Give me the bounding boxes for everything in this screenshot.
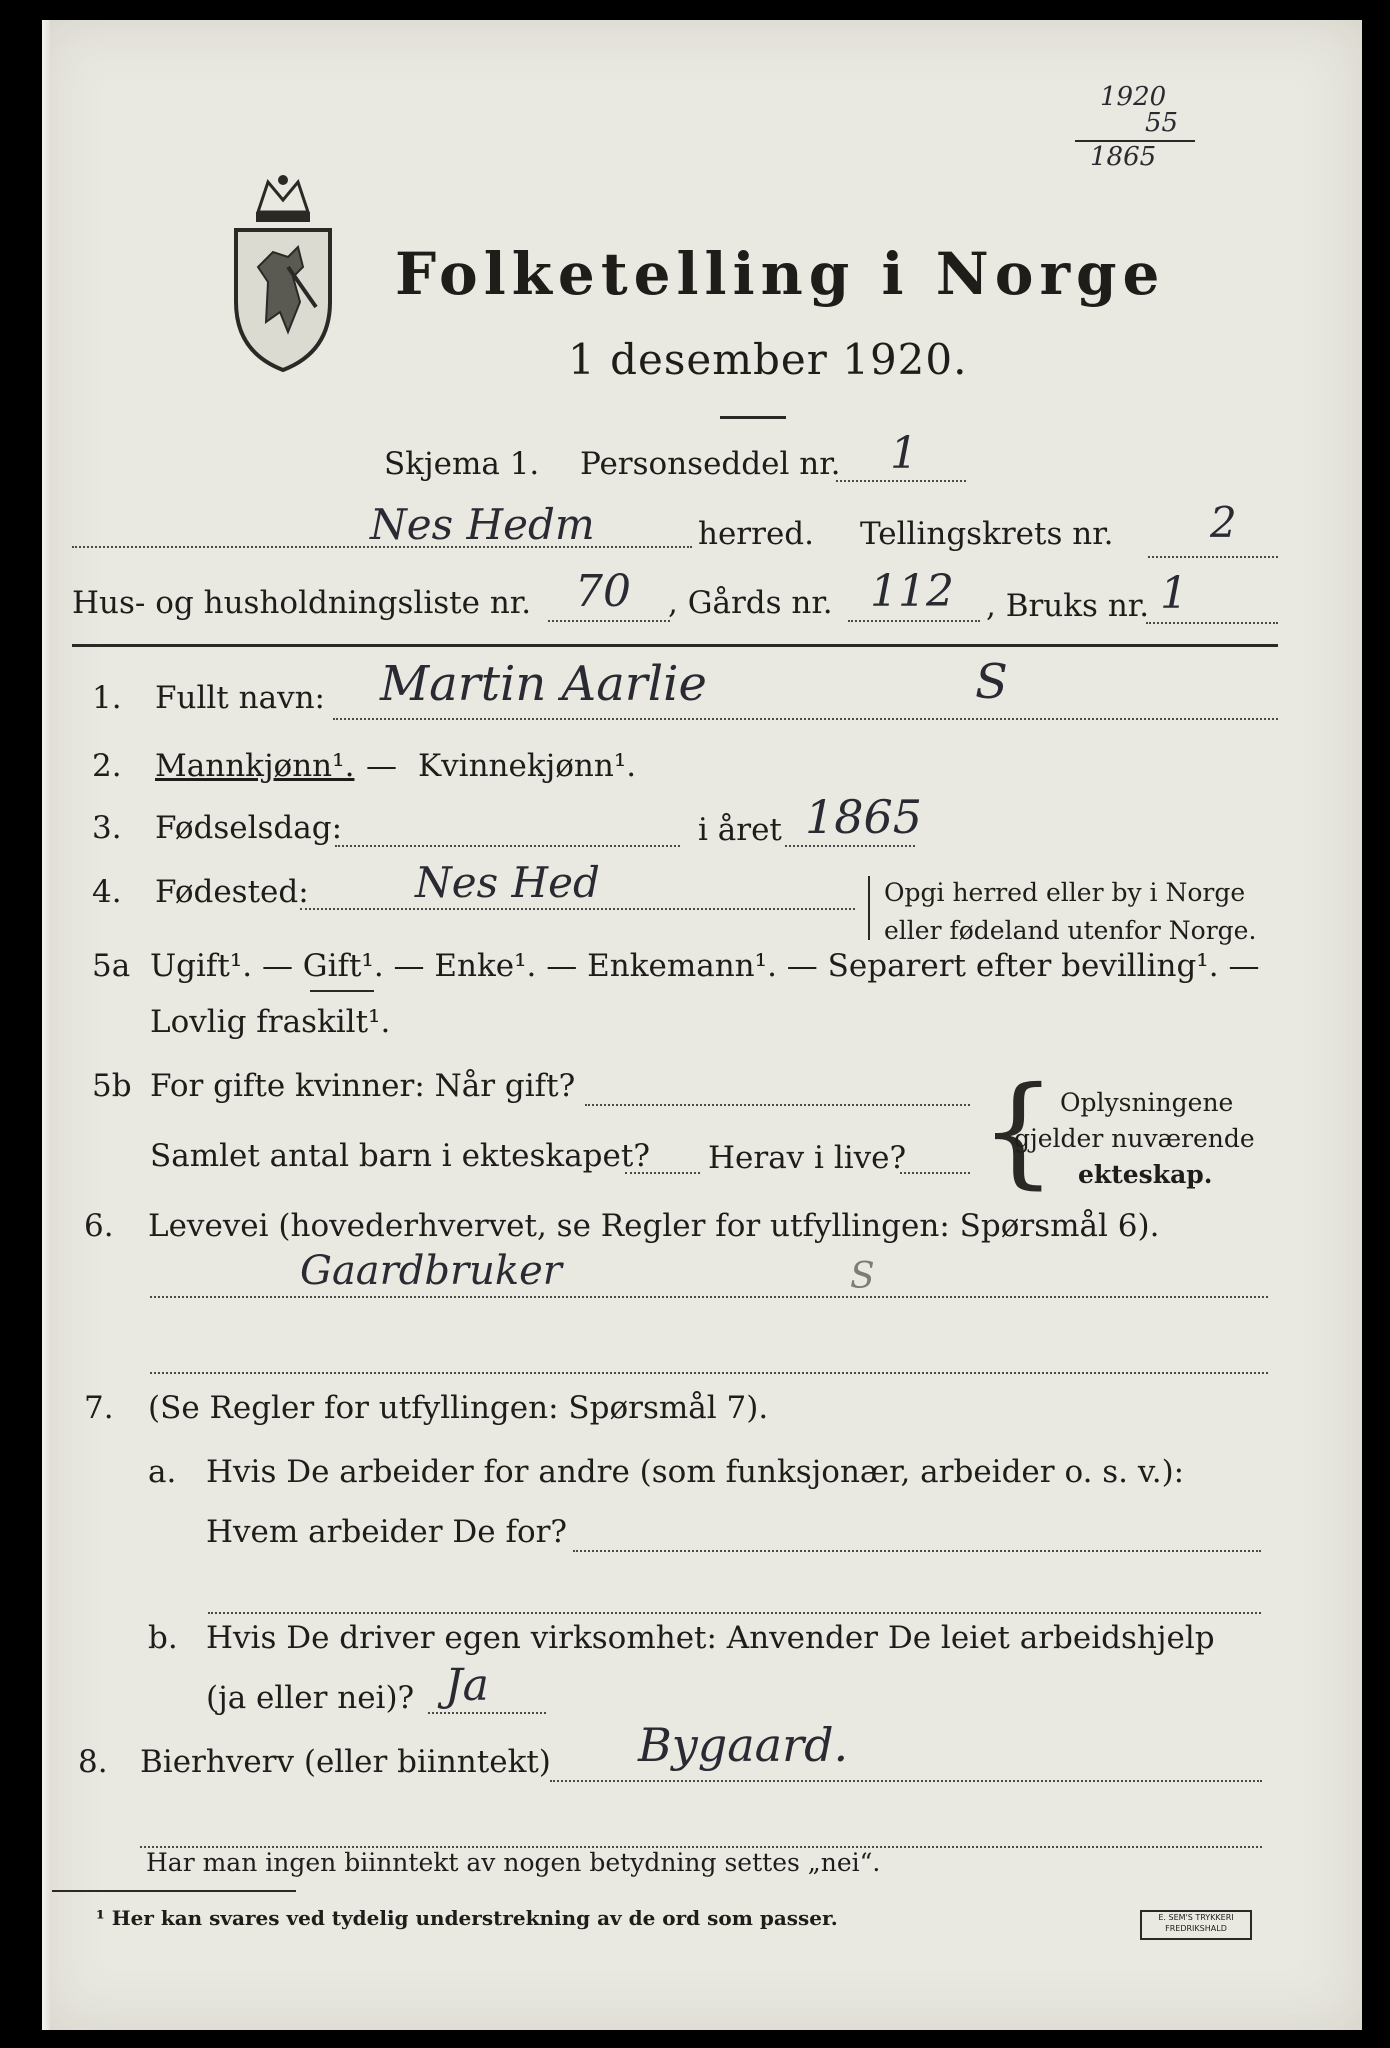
q6-line1 [150, 1296, 1268, 1298]
husliste-label: Hus- og husholdningsliste nr. [72, 585, 532, 621]
q3-year-label: i året [698, 812, 782, 848]
header-divider [72, 644, 1278, 647]
husliste-value: 70 [575, 566, 631, 617]
bruks-line [1146, 622, 1278, 624]
q5b-number: 5b [92, 1068, 132, 1104]
q4-label: Fødested: [155, 874, 309, 910]
gards-line [848, 620, 980, 622]
q3-year-value: 1865 [805, 790, 923, 844]
q5b-brace: { [980, 1062, 1057, 1201]
q2-separator: — [366, 748, 397, 784]
q5a-gift-underline [310, 990, 374, 992]
q4-number: 4. [92, 874, 122, 910]
q1-value: Martin Aarlie [380, 656, 707, 712]
title-divider [720, 416, 786, 419]
corner-note-line2: 55 [1145, 108, 1179, 138]
q5b-note-line1: Oplysningene [1060, 1088, 1234, 1117]
q8-value: Bygaard. [638, 1718, 849, 1772]
q5b-line1: For gifte kvinner: Når gift? [150, 1068, 576, 1104]
q1-mark: S [975, 654, 1008, 710]
bruks-value: 1 [1160, 568, 1188, 619]
q7-number: 7. [84, 1390, 114, 1426]
q1-label: Fullt navn: [155, 680, 325, 716]
q4-value: Nes Hed [415, 858, 600, 907]
q7a-line1: Hvis De arbeider for andre (som funksjonær, arbeider o. s. v.): [206, 1454, 1185, 1490]
q7a-line [573, 1550, 1261, 1552]
q7b-line2: (ja eller nei)? [206, 1680, 415, 1716]
corner-note-line1: 1920 [1100, 82, 1167, 112]
q5b-children-label: Samlet antal barn i ekteskapet? [150, 1138, 650, 1174]
q6-value: Gaardbruker [300, 1248, 562, 1294]
q5b-note-line3: ekteskap. [1078, 1160, 1213, 1189]
q5b-children-line [625, 1172, 700, 1174]
q7-label: (Se Regler for utfyllingen: Spørsmål 7). [148, 1390, 769, 1426]
coat-of-arms-icon [228, 172, 338, 372]
tellingskrets-value: 2 [1210, 498, 1237, 547]
q5a-options: Ugift¹. — Gift¹. — Enke¹. — Enkemann¹. — Separert efter bevilling¹. — [150, 948, 1260, 984]
q2-number: 2. [92, 748, 122, 784]
q7b-value: Ja [445, 1660, 489, 1711]
q8-number: 8. [78, 1744, 108, 1780]
q5b-note-line2: gjelder nuværende [1014, 1124, 1255, 1153]
q7b-letter: b. [148, 1620, 178, 1656]
husliste-line [548, 620, 670, 622]
q6-label: Levevei (hovederhvervet, se Regler for utfyllingen: Spørsmål 6). [148, 1208, 1160, 1244]
q7b-line [428, 1712, 546, 1714]
bruks-label: , Bruks nr. [986, 588, 1150, 624]
q8-line [550, 1780, 1262, 1782]
herred-value: Nes Hedm [370, 500, 595, 549]
q1-line [333, 718, 1278, 720]
q5a-options-line2: Lovlig fraskilt¹. [150, 1004, 391, 1040]
herred-label: herred. [698, 516, 814, 552]
q5a-number: 5a [92, 948, 131, 984]
q7a-line-extra [208, 1612, 1261, 1614]
footer-note: Har man ingen biinntekt av nogen betydning settes „nei“. [146, 1848, 881, 1877]
skjema-label: Skjema 1. [384, 446, 540, 482]
gards-value: 112 [870, 566, 954, 617]
q6-line2 [150, 1372, 1268, 1374]
footnote-divider [52, 1890, 296, 1892]
q7a-line2: Hvem arbeider De for? [206, 1514, 568, 1550]
personseddel-label: Personseddel nr. [580, 446, 841, 482]
paper-edge [42, 20, 50, 2030]
q7a-letter: a. [148, 1454, 177, 1490]
q2-female: Kvinnekjønn¹. [418, 748, 637, 784]
q5b-alive-line [900, 1172, 970, 1174]
corner-note-line3: 1865 [1090, 142, 1157, 172]
q2-male: Mannkjønn¹. [155, 748, 355, 784]
q6-mark: S [850, 1256, 875, 1297]
q3-label: Fødselsdag: [155, 810, 343, 846]
q6-number: 6. [84, 1208, 114, 1244]
q4-brace [868, 876, 870, 940]
personseddel-value: 1 [890, 428, 918, 479]
q3-date-line [335, 845, 680, 847]
q8-label: Bierhverv (eller biinntekt) [140, 1744, 551, 1780]
footnote: ¹ Her kan svares ved tydelig understrekning av de ord som passer. [96, 1906, 838, 1930]
q7b-line1: Hvis De driver egen virksomhet: Anvender De leiet arbeidshjelp [206, 1620, 1215, 1656]
form-date: 1 desember 1920. [568, 335, 968, 384]
printer-stamp: E. SEM'S TRYKKERI FREDRIKSHALD [1140, 1910, 1252, 1940]
personseddel-line [836, 480, 966, 482]
q4-note-line2: eller fødeland utenfor Norge. [884, 916, 1257, 945]
q3-number: 3. [92, 810, 122, 846]
q5b-married-line [585, 1104, 970, 1106]
gards-label: , Gårds nr. [668, 585, 833, 621]
tellingskrets-line [1148, 556, 1278, 558]
tellingskrets-label: Tellingskrets nr. [860, 516, 1114, 552]
q4-line [300, 908, 855, 910]
q3-year-line [785, 845, 915, 847]
q5b-alive-label: Herav i live? [708, 1140, 907, 1176]
form-title: Folketelling i Norge [395, 240, 1166, 308]
q1-number: 1. [92, 680, 122, 716]
q4-note-line1: Opgi herred eller by i Norge [884, 878, 1246, 907]
